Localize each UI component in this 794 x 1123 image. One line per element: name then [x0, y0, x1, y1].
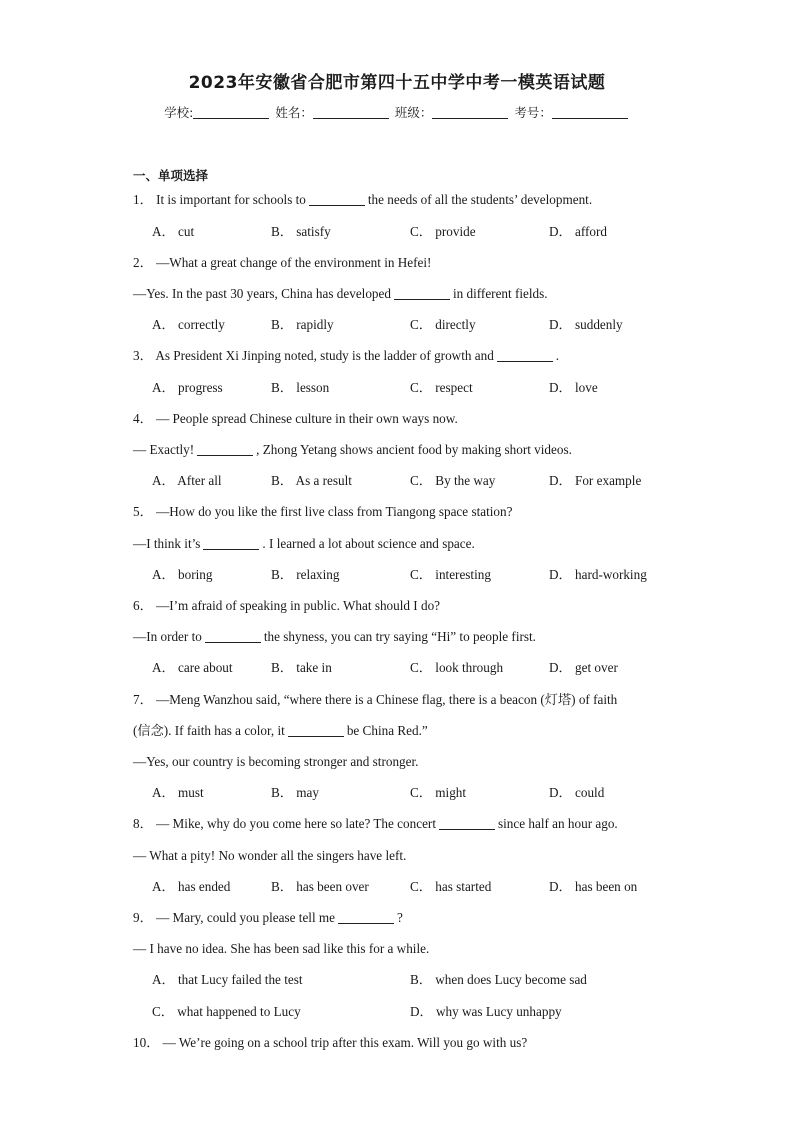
section-title: 一、单项选择 [133, 168, 209, 183]
option-b: B． may [271, 785, 319, 800]
option-c: C． might [410, 785, 467, 800]
option-d: D． hard-working [549, 567, 647, 582]
number-label: 考号： [514, 105, 552, 120]
option-a: A． correctly [152, 317, 225, 332]
question-text: the shyness, you can try saying “Hi” to people first. [263, 629, 536, 644]
option-c: C． interesting [410, 567, 491, 582]
question-text: —I think it’s [133, 536, 201, 551]
option-b: B． rapidly [271, 317, 334, 332]
question-1 [133, 192, 592, 208]
option-b: B． has been over [271, 879, 369, 894]
answer-blank [497, 349, 553, 362]
option-b: B． take in [271, 660, 332, 675]
question-7: 7． —Meng Wanzhou said, “where there is a Chinese flag, there is a beacon (灯塔) of faith [133, 692, 618, 707]
option-d: D． could [549, 785, 605, 800]
option-a: A． has ended [152, 879, 231, 894]
question-9-reply: — I have no idea. She has been sad like this for a while. [133, 941, 430, 956]
question-text: (信念). If faith has a color, it [133, 723, 285, 738]
question-4-reply [133, 442, 572, 458]
question-text: —Yes. In the past 30 years, China has developed [133, 286, 391, 301]
option-a: A． After all [152, 473, 222, 488]
question-8-reply: — What a pity! No wonder all the singers have left. [133, 848, 407, 863]
answer-blank [203, 537, 259, 550]
question-text: 3． As President Xi Jinping noted, study is the ladder of growth and [133, 348, 494, 363]
option-a: A． must [152, 785, 204, 800]
question-text: 9． — Mary, could you please tell me [133, 910, 336, 925]
question-text: the needs of all the students’ development. [367, 192, 593, 207]
question-5: 5． —How do you like the first live class from Tiangong space station? [133, 504, 513, 519]
question-text: in different fields. [452, 286, 548, 301]
question-9 [133, 910, 403, 926]
option-b: B． when does Lucy become sad [410, 972, 587, 987]
option-d: D． why was Lucy unhappy [410, 1004, 562, 1019]
question-4: 4． — People spread Chinese culture in their own ways now. [133, 411, 458, 426]
answer-blank [205, 630, 261, 643]
school-label: 学校: [164, 105, 194, 120]
option-b: B． As a result [271, 473, 352, 488]
question-5-reply [133, 536, 475, 552]
answer-blank [338, 911, 394, 924]
question-text: be China Red.” [346, 723, 428, 738]
option-a: A． cut [152, 224, 195, 239]
option-d: D． afford [549, 224, 607, 239]
class-label: 班级： [394, 105, 433, 120]
option-c: C． look through [410, 660, 504, 675]
question-text: 8． — Mike, why do you come here so late? The concert [133, 816, 436, 831]
option-c: C． provide [410, 224, 476, 239]
student-info-row [0, 103, 794, 121]
question-8 [133, 816, 618, 832]
name-label: 姓名： [275, 105, 313, 120]
question-text: 1． It is important for schools to [133, 192, 306, 207]
question-10: 10． — We’re going on a school trip after this exam. Will you go with us? [133, 1035, 528, 1050]
question-2: 2． —What a great change of the environment in Hefei! [133, 255, 432, 270]
option-a: A． boring [152, 567, 213, 582]
option-d: D． love [549, 380, 598, 395]
option-c: C． directly [410, 317, 476, 332]
answer-blank [439, 817, 495, 830]
option-b: B． lesson [271, 380, 330, 395]
page-title: 2023年安徽省合肥市第四十五中学中考一模英语试题 [188, 73, 606, 93]
answer-blank [197, 443, 253, 456]
option-d: D． suddenly [549, 317, 623, 332]
question-text: —In order to [133, 629, 202, 644]
answer-blank [309, 193, 365, 206]
name-blank [313, 106, 389, 119]
option-d: D． For example [549, 473, 642, 488]
question-text: — Exactly! [133, 442, 195, 457]
question-7-reply: —Yes, our country is becoming stronger and stronger. [133, 754, 419, 769]
question-text: since half an hour ago. [497, 816, 618, 831]
question-6-reply [133, 629, 536, 645]
option-a: A． that Lucy failed the test [152, 972, 303, 987]
option-a: A． progress [152, 380, 223, 395]
question-3 [133, 348, 559, 364]
question-text: , Zhong Yetang shows ancient food by making short videos. [256, 442, 572, 457]
option-b: B． satisfy [271, 224, 331, 239]
question-7-cont [133, 723, 428, 739]
option-d: D． has been on [549, 879, 638, 894]
question-text: ? [397, 910, 403, 925]
question-text: . [555, 348, 560, 363]
question-2-reply [133, 286, 548, 302]
class-blank [432, 106, 508, 119]
option-d: D． get over [549, 660, 618, 675]
option-c: C． has started [410, 879, 492, 894]
question-6: 6． —I’m afraid of speaking in public. What should I do? [133, 598, 441, 613]
option-c: C． By the way [410, 473, 496, 488]
option-b: B． relaxing [271, 567, 340, 582]
answer-blank [288, 724, 344, 737]
school-blank [193, 106, 269, 119]
question-text: . I learned a lot about science and space. [262, 536, 475, 551]
option-a: A． care about [152, 660, 233, 675]
option-c: C． what happened to Lucy [152, 1004, 301, 1019]
number-blank [552, 106, 628, 119]
answer-blank [394, 287, 450, 300]
option-c: C． respect [410, 380, 473, 395]
